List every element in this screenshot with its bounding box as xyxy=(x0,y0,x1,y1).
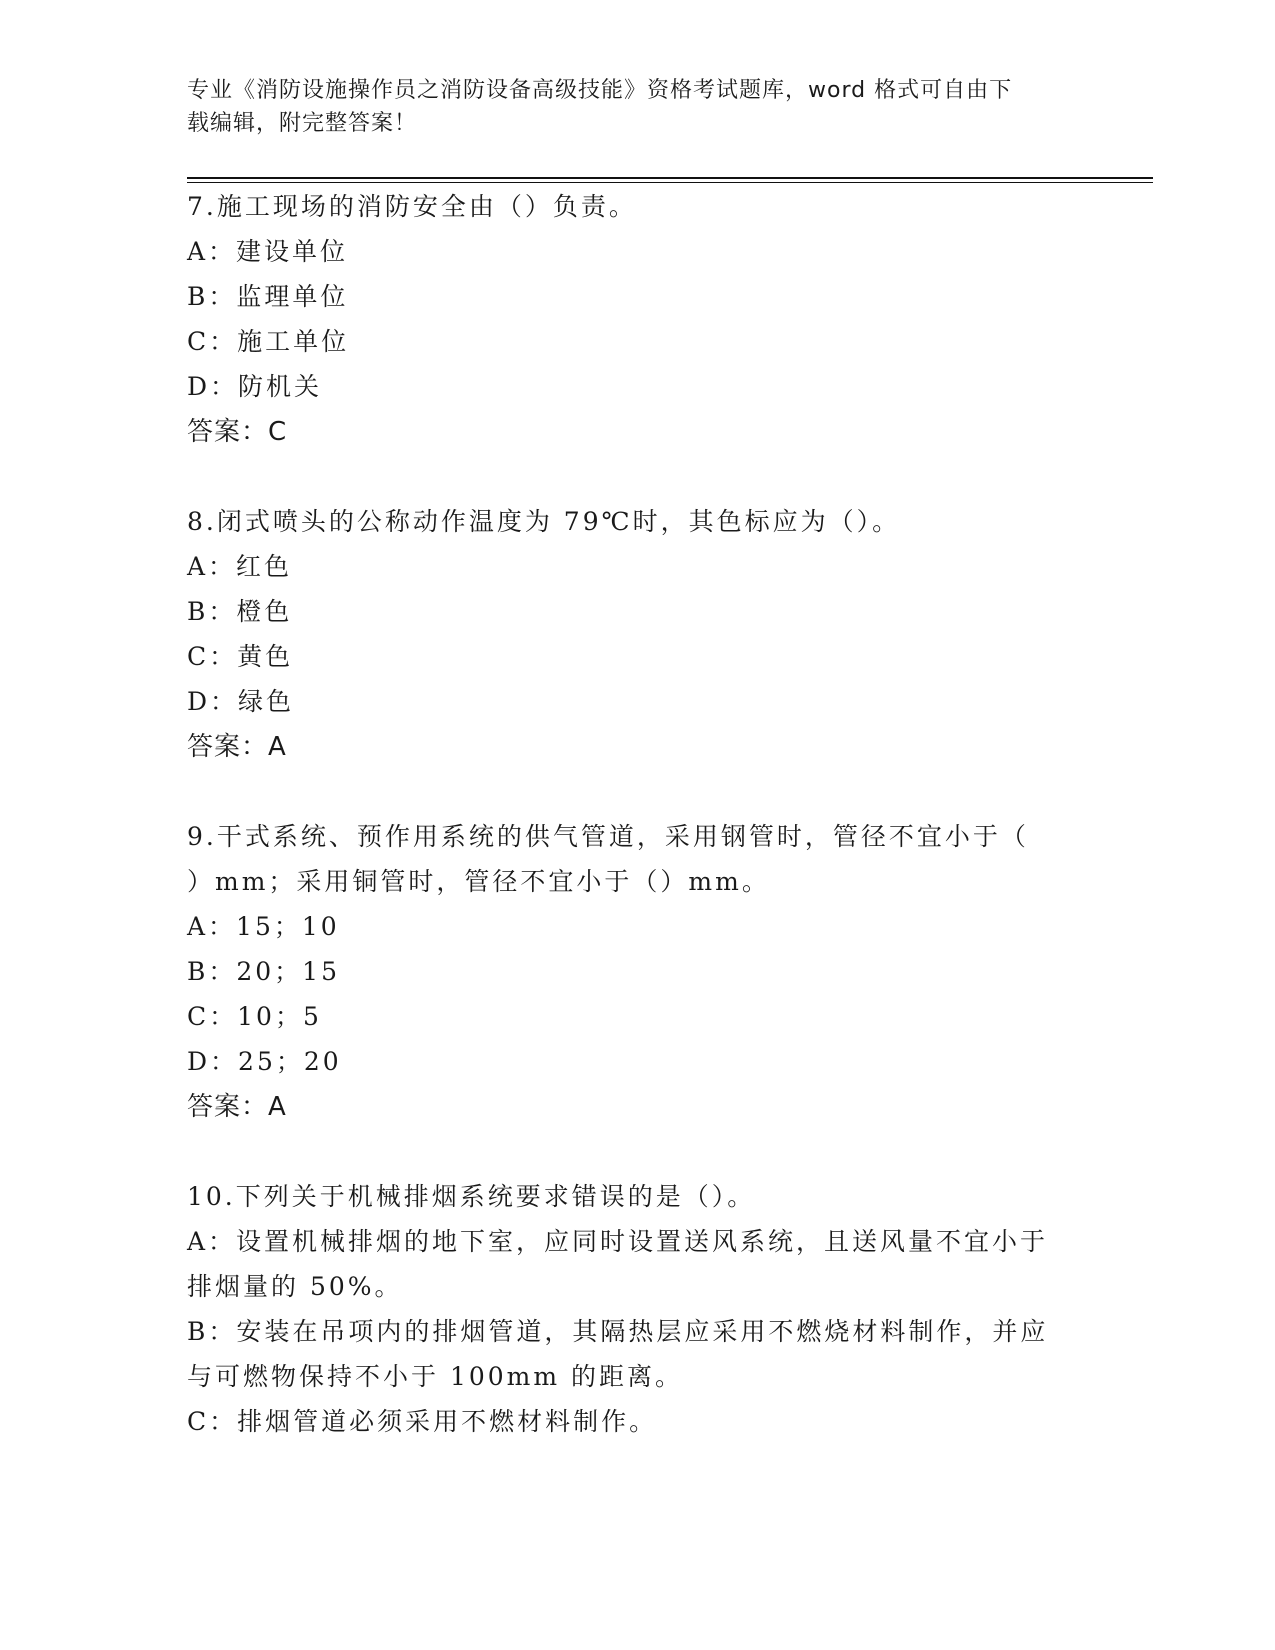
question-7-option-a: A：建设单位 xyxy=(187,237,349,266)
header-line-1: 专业《消防设施操作员之消防设备高级技能》资格考试题库，word 格式可自由下 xyxy=(187,78,1013,103)
question-8-option-d: D：绿色 xyxy=(187,687,295,716)
question-8-option-a: A：红色 xyxy=(187,552,293,581)
question-9-option-a: A：15；10 xyxy=(187,912,340,941)
question-9-stem-line-1: 9.干式系统、预作用系统的供气管道，采用钢管时，管径不宜小于（ xyxy=(187,822,1029,851)
document-header xyxy=(187,74,1067,140)
question-7-option-d: D：防机关 xyxy=(187,372,323,401)
question-7-answer: 答案：C xyxy=(187,417,288,447)
question-9-stem-line-2: ）mm；采用铜管时，管径不宜小于（）mm。 xyxy=(187,867,770,896)
question-10-stem: 10.下列关于机械排烟系统要求错误的是（）。 xyxy=(187,1182,756,1211)
header-line-2: 载编辑，附完整答案！ xyxy=(187,111,418,136)
header-rule-thick xyxy=(187,177,1153,179)
header-rule-thin xyxy=(187,182,1153,183)
question-10-option-c: C：排烟管道必须采用不燃材料制作。 xyxy=(187,1407,658,1436)
question-8-answer: 答案：A xyxy=(187,732,287,762)
question-9-option-d: D：25；20 xyxy=(187,1047,342,1076)
question-8-stem: 8.闭式喷头的公称动作温度为 79℃时，其色标应为（）。 xyxy=(187,507,901,536)
question-9-option-c: C：10；5 xyxy=(187,1002,322,1031)
question-7-stem: 7.施工现场的消防安全由（）负责。 xyxy=(187,192,637,221)
question-9-option-b: B：20；15 xyxy=(187,957,340,986)
question-7-option-c: C：施工单位 xyxy=(187,327,350,356)
question-10-option-b-line-2: 与可燃物保持不小于 100mm 的距离。 xyxy=(187,1362,684,1391)
question-8-option-c: C：黄色 xyxy=(187,642,294,671)
question-10-option-a-line-2: 排烟量的 50%。 xyxy=(187,1272,403,1301)
question-10-option-a-line-1: A：设置机械排烟的地下室，应同时设置送风系统，且送风量不宜小于 xyxy=(187,1227,1049,1256)
question-8-option-b: B：橙色 xyxy=(187,597,293,626)
question-9-answer: 答案：A xyxy=(187,1092,287,1122)
question-10-option-b-line-1: B：安装在吊项内的排烟管道，其隔热层应采用不燃烧材料制作，并应 xyxy=(187,1317,1049,1346)
question-7-option-b: B：监理单位 xyxy=(187,282,349,311)
